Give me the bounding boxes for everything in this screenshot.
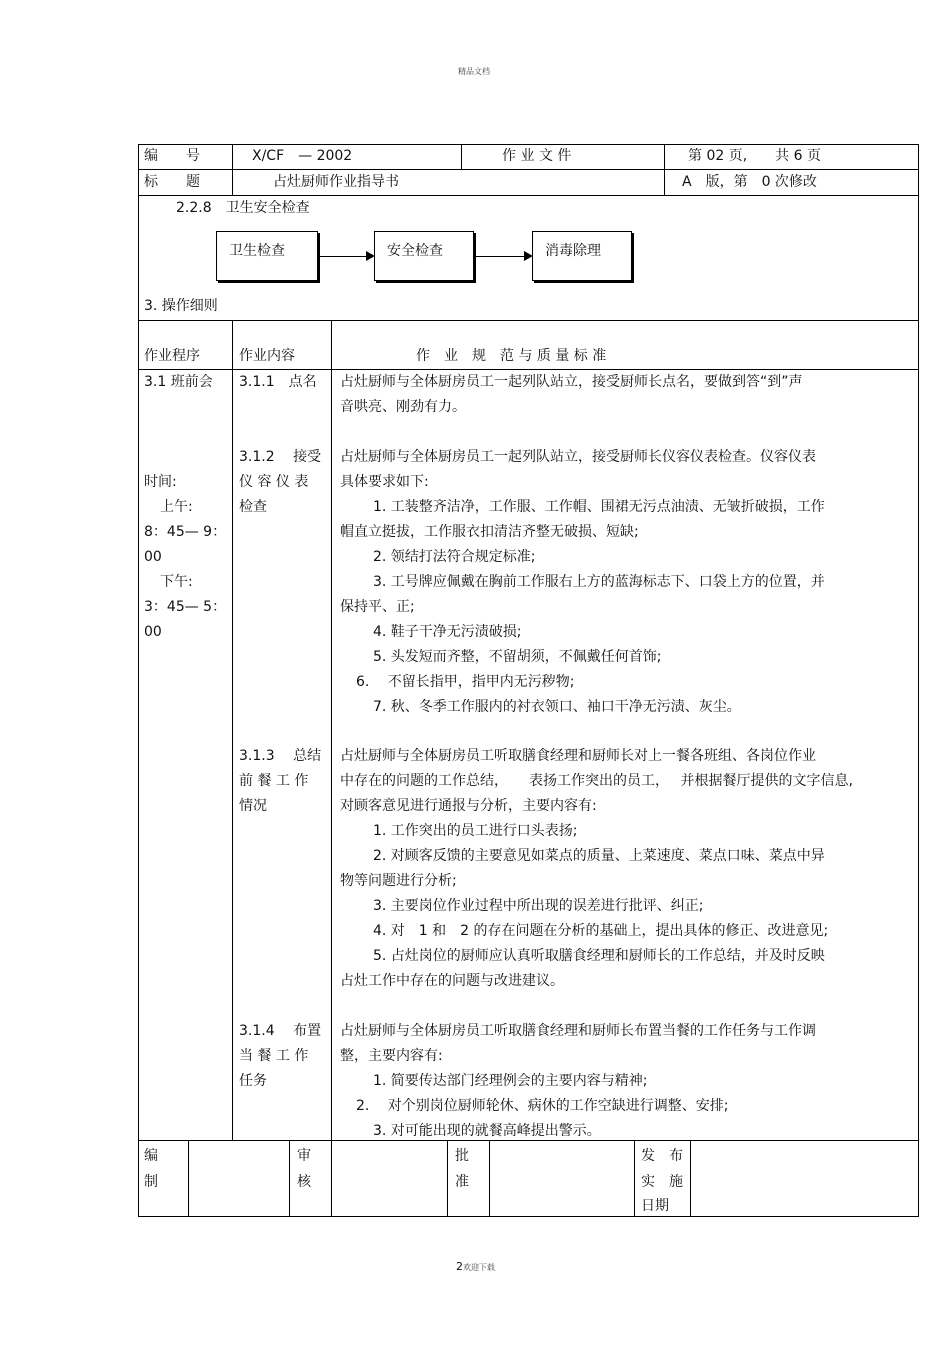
content-text: 检查 xyxy=(239,499,267,515)
signoff-label-approve: 准 xyxy=(455,1174,469,1190)
standard-text: 占灶厨师与全体厨房员工一起列队站立，接受厨师长点名，要做到答“到”声 xyxy=(340,374,803,390)
table-border-bottom xyxy=(138,1216,918,1217)
footer-text: 欢迎下载 xyxy=(463,1263,495,1272)
table-rule xyxy=(138,169,918,170)
table-rule xyxy=(232,320,233,1140)
table-rule xyxy=(489,1140,490,1216)
content-text: 前 餐 工 作 xyxy=(239,773,309,789)
procedure-text: 3：45— 5： xyxy=(144,599,227,615)
section-heading: 3. 操作细则 xyxy=(144,298,218,314)
flow-step-label: 卫生检查 xyxy=(229,243,285,259)
content-text: 3.1.4 布置 xyxy=(239,1023,322,1039)
standard-text: 中存在的问题的工作总结， 表扬工作突出的员工， 并根据餐厅提供的文字信息, xyxy=(340,773,853,789)
signoff-label-compile: 编 xyxy=(144,1148,158,1164)
flow-step-disinfection xyxy=(532,231,632,281)
doc-number: X/CF — 2002 xyxy=(252,148,353,164)
standard-text: 4. 对 1 和 2 的存在问题在分析的基础上，提出具体的修正、改进意见; xyxy=(373,923,829,939)
flow-arrow xyxy=(475,256,525,257)
standard-text: 物等问题进行分析; xyxy=(340,873,457,889)
standard-text: 音哄亮、刚劲有力。 xyxy=(340,399,466,415)
doc-type: 作 业 文 件 xyxy=(502,148,572,164)
watermark-text: 精品文档 xyxy=(458,67,490,76)
procedure-text: 00 xyxy=(144,549,162,565)
content-text: 3.1.3 总结 xyxy=(239,748,322,764)
table-rule xyxy=(138,320,918,321)
column-header-procedure: 作业程序 xyxy=(144,348,200,364)
standard-text: 3. 工号牌应佩戴在胸前工作服右上方的蓝海标志下、口袋上方的位置，并 xyxy=(373,574,825,590)
flow-step-safety-check xyxy=(374,231,474,281)
procedure-text: 8：45— 9： xyxy=(144,524,227,540)
table-rule xyxy=(138,195,918,196)
table-rule xyxy=(232,144,233,195)
doc-title: 占灶厨师作业指导书 xyxy=(273,174,399,190)
table-rule xyxy=(289,1140,290,1216)
table-border-right xyxy=(918,144,919,1217)
table-rule xyxy=(690,1140,691,1216)
standard-text: 1. 简要传达部门经理例会的主要内容与精神; xyxy=(373,1073,648,1089)
standard-text: 2. 对顾客反馈的主要意见如菜点的质量、上菜速度、菜点口味、菜点中异 xyxy=(373,848,825,864)
flow-step-label: 消毒除理 xyxy=(545,243,601,259)
standard-text: 对顾客意见进行通报与分析，主要内容有: xyxy=(340,798,597,814)
standard-text: 具体要求如下: xyxy=(340,474,429,490)
table-rule xyxy=(461,144,462,170)
content-text: 3.1.2 接受 xyxy=(239,449,322,465)
signoff-label-review: 审 xyxy=(297,1148,311,1164)
label-doc-number: 编 号 xyxy=(144,148,200,164)
procedure-text: 上午: xyxy=(160,499,193,515)
table-rule xyxy=(138,1140,918,1141)
signoff-label-release: 实 施 xyxy=(641,1174,683,1190)
page-number: 2 xyxy=(456,1260,463,1273)
standard-text: 5. 占灶岗位的厨师应认真听取膳食经理和厨师长的工作总结，并及时反映 xyxy=(373,948,825,964)
label-title: 标 题 xyxy=(144,174,200,190)
flow-step-sanitation-check xyxy=(216,231,318,281)
standard-text: 帽直立挺拔，工作服衣扣清洁齐整无破损、短缺; xyxy=(340,524,639,540)
standard-text: 1. 工作突出的员工进行口头表扬; xyxy=(373,823,578,839)
column-header-standard: 作 业 规 范 与 质 量 标 准 xyxy=(416,348,607,364)
procedure-text: 00 xyxy=(144,624,162,640)
standard-text: 3. 对可能出现的就餐高峰提出警示。 xyxy=(373,1123,601,1139)
content-text: 任务 xyxy=(239,1073,267,1089)
standard-text: 占灶厨师与全体厨房员工一起列队站立，接受厨师长仪容仪表检查。仪容仪表 xyxy=(340,449,816,465)
content-text: 3.1.1 点名 xyxy=(239,374,317,390)
standard-text: 5. 头发短而齐整，不留胡须，不佩戴任何首饰; xyxy=(373,649,662,665)
standard-text: 7. 秋、冬季工作服内的衬衣领口、袖口干净无污渍、灰尘。 xyxy=(373,699,741,715)
standard-text: 2. 对个别岗位厨师轮休、病休的工作空缺进行调整、安排; xyxy=(356,1098,729,1114)
standard-text: 4. 鞋子干净无污渍破损; xyxy=(373,624,522,640)
footer xyxy=(456,1260,495,1273)
signoff-label-review: 核 xyxy=(297,1174,311,1190)
content-text: 当 餐 工 作 xyxy=(239,1048,309,1064)
table-rule xyxy=(188,1140,189,1216)
procedure-text: 时间: xyxy=(144,474,177,490)
column-header-content: 作业内容 xyxy=(239,348,295,364)
standard-text: 保持平、正; xyxy=(340,599,415,615)
standard-text: 6. 不留长指甲，指甲内无污秽物; xyxy=(356,674,575,690)
procedure-text: 下午: xyxy=(160,574,193,590)
standard-text: 1. 工装整齐洁净，工作服、工作帽、围裙无污点油渍、无皱折破损，工作 xyxy=(373,499,825,515)
flow-arrow xyxy=(319,256,367,257)
table-border-left xyxy=(138,144,139,1217)
table-border-top xyxy=(138,144,918,145)
table-rule xyxy=(331,1140,332,1216)
table-rule xyxy=(331,320,332,1140)
standard-text: 整，主要内容有: xyxy=(340,1048,443,1064)
signoff-label-compile: 制 xyxy=(144,1174,158,1190)
section-heading: 2.2.8 卫生安全检查 xyxy=(176,200,310,216)
version-info: A 版，第 0 次修改 xyxy=(682,174,817,190)
signoff-label-release: 日期 xyxy=(641,1198,669,1214)
signoff-label-release: 发 布 xyxy=(641,1148,683,1164)
flow-step-label: 安全检查 xyxy=(387,243,443,259)
page-info: 第 02 页, 共 6 页 xyxy=(688,148,821,164)
standard-text: 占灶工作中存在的问题与改进建议。 xyxy=(340,973,564,989)
standard-text: 3. 主要岗位作业过程中所出现的误差进行批评、纠正; xyxy=(373,898,704,914)
standard-text: 占灶厨师与全体厨房员工听取膳食经理和厨师长布置当餐的工作任务与工作调 xyxy=(340,1023,816,1039)
procedure-text: 3.1 班前会 xyxy=(144,374,213,390)
standard-text: 2. 领结打法符合规定标准; xyxy=(373,549,536,565)
table-rule xyxy=(138,369,918,370)
content-text: 仪 容 仪 表 xyxy=(239,474,309,490)
table-rule xyxy=(634,1140,635,1216)
signoff-label-approve: 批 xyxy=(455,1148,469,1164)
standard-text: 占灶厨师与全体厨房员工听取膳食经理和厨师长对上一餐各班组、各岗位作业 xyxy=(340,748,816,764)
table-rule xyxy=(664,144,665,195)
table-rule xyxy=(447,1140,448,1216)
content-text: 情况 xyxy=(239,798,267,814)
